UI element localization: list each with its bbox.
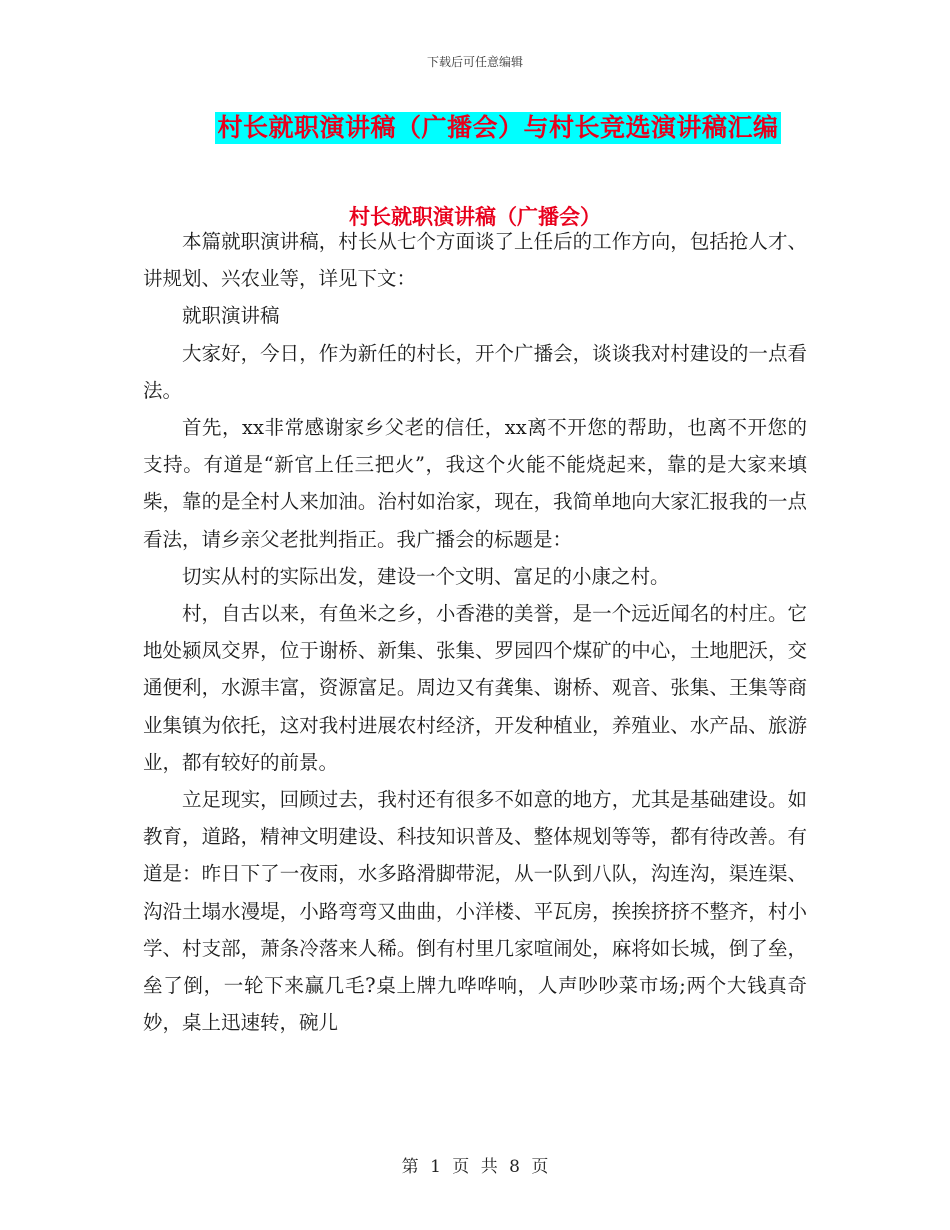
- page-number-footer: 第 1 页 共 8 页: [401, 1157, 549, 1177]
- document-body: [143, 223, 807, 1041]
- paragraph: 大家好，今日，作为新任的村长，开个广播会，谈谈我对村建设的一点看法。: [143, 341, 807, 402]
- section-title: 村长就职演讲稿（广播会）: [349, 204, 601, 229]
- paragraph: 切实从村的实际出发，建设一个文明、富足的小康之村。: [182, 564, 670, 588]
- paragraph: 首先，xx非常感谢家乡父老的信任，xx离不开您的帮助，也离不开您的支持。有道是“新官上任三把火”，我这个火能不能烧起来，靠的是大家来填柴，靠的是全村人来加油。治村如治家，现在，我简单地向大家汇报我的一点看法，请乡亲父老批判指正。我广播会的标题是：: [143, 416, 807, 551]
- paragraph: 就职演讲稿: [182, 304, 280, 328]
- paragraph: 村，自古以来，有鱼米之乡，小香港的美誉，是一个远近闻名的村庄。它地处颍凤交界，位于谢桥、新集、张集、罗园四个煤矿的中心，土地肥沃，交通便利，水源丰富，资源富足。周边又有龚集、谢桥、观音、张集、王集等商业集镇为依托，这对我村进展农村经济，开发种植业，养殖业、水产品、旅游业，都有较好的前景。: [143, 602, 807, 774]
- paragraph: 本篇就职演讲稿，村长从七个方面谈了上任后的工作方向，包括抢人才、讲规划、兴农业等，详见下文：: [143, 230, 807, 291]
- paragraph: 立足现实，回顾过去，我村还有很多不如意的地方，尤其是基础建设。如教育，道路，精神文明建设、科技知识普及、整体规划等等，都有待改善。有道是：昨日下了一夜雨，水多路滑脚带泥，从一队到八队，沟连沟，渠连渠、沟沿土塌水漫堤，小路弯弯又曲曲，小洋楼、平瓦房，挨挨挤挤不整齐，村小学、村支部，萧条冷落来人稀。倒有村里几家喧闹处，麻将如长城，倒了垒，垒了倒，一轮下来赢几毛?桌上牌九哗哗响，人声吵吵菜市场;两个大钱真奇妙，桌上迅速转，碗儿: [143, 788, 807, 1035]
- header-note: 下载后可任意编辑: [426, 55, 523, 69]
- main-title-container: [0, 112, 950, 144]
- document-main-title: 村长就职演讲稿（广播会）与村长竞选演讲稿汇编: [217, 113, 779, 142]
